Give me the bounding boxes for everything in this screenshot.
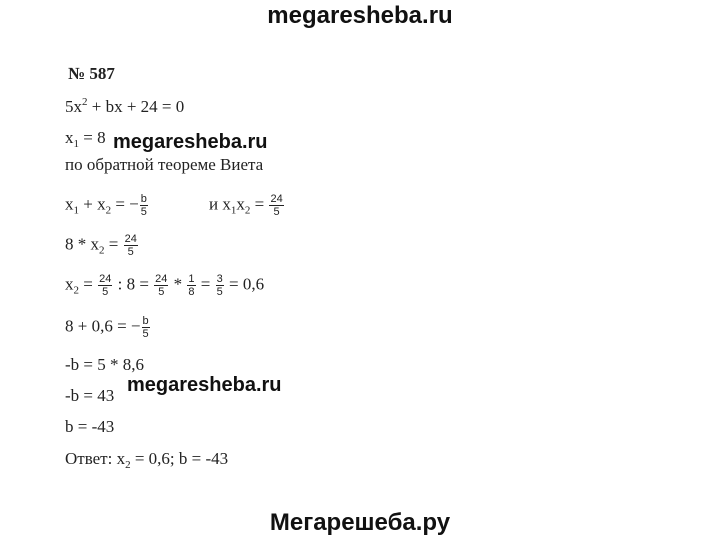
step1-eq: = xyxy=(104,234,123,254)
vieta-s2: 2 xyxy=(105,204,112,217)
root1-line xyxy=(65,127,106,155)
fraction-b-over-5 xyxy=(140,193,148,218)
step3-pre: 8 + 0,6 = − xyxy=(65,316,141,336)
equation-exponent: 2 xyxy=(82,96,88,108)
vieta-s3: 1 xyxy=(230,204,237,217)
step1-pre: 8 * x xyxy=(65,234,99,254)
answer-sub: 2 xyxy=(125,459,131,471)
frac-numerator: 24 xyxy=(99,273,112,285)
equation-line xyxy=(65,91,184,118)
vieta-plus: + x xyxy=(79,194,106,214)
step6-line: b = -43 xyxy=(65,417,115,436)
step5-line: -b = 43 xyxy=(65,386,115,405)
step2-x: x xyxy=(65,274,74,294)
frac-denominator: 5 xyxy=(158,286,165,298)
step2-mul: * xyxy=(169,274,187,294)
vieta-s4: 2 xyxy=(244,204,251,217)
fraction-24-over-5 xyxy=(124,233,138,258)
problem-number: № 587 xyxy=(68,64,115,83)
step2-line xyxy=(65,273,264,301)
vieta-and: и x xyxy=(209,194,231,214)
frac-denominator: 5 xyxy=(127,246,134,258)
frac-numerator: b xyxy=(142,315,149,327)
equation-a: 5x xyxy=(65,97,82,116)
step2-eq: = xyxy=(79,274,98,294)
frac-numerator: 24 xyxy=(124,233,137,245)
frac-denominator: 5 xyxy=(142,328,149,340)
frac-denominator: 5 xyxy=(140,206,147,218)
vieta-x2: x xyxy=(236,194,245,214)
fraction-3-over-5 xyxy=(216,273,224,298)
overlay-watermark-2: megaresheba.ru xyxy=(127,374,282,396)
frac-numerator: 3 xyxy=(216,273,223,285)
step1-sub: 2 xyxy=(99,244,105,257)
vieta-s1: 1 xyxy=(73,204,79,217)
fraction-b-over-5 xyxy=(142,315,150,340)
frac-numerator: 24 xyxy=(270,193,283,205)
step4-line: -b = 5 * 8,6 xyxy=(65,355,144,374)
step2-sub: 2 xyxy=(73,284,79,297)
frac-denominator: 5 xyxy=(102,286,109,298)
theorem-line: по обратной теореме Виета xyxy=(65,155,264,174)
vieta-sum xyxy=(65,193,149,221)
vieta-eq2: = xyxy=(250,194,269,214)
step2-result: = 0,6 xyxy=(224,274,265,294)
root1-sub: 1 xyxy=(73,138,79,150)
step2-div: : 8 = xyxy=(113,274,154,294)
frac-numerator: 24 xyxy=(155,273,168,285)
step2-eq2: = xyxy=(196,274,215,294)
equation-rest: + bx + 24 = 0 xyxy=(87,97,185,116)
frac-denominator: 8 xyxy=(188,286,195,298)
answer-pre: Ответ: x xyxy=(65,449,126,468)
root1-var: x xyxy=(65,128,74,147)
vieta-x1: x xyxy=(65,194,74,214)
fraction-24-over-5 xyxy=(269,193,283,218)
footer-watermark: Мегарешеба.ру xyxy=(269,509,451,536)
answer-line xyxy=(65,448,228,476)
fraction-24-over-5 xyxy=(154,273,168,298)
vieta-product xyxy=(209,193,285,221)
fraction-24-over-5 xyxy=(98,273,112,298)
frac-numerator: 1 xyxy=(188,273,195,285)
frac-numerator: b xyxy=(140,193,147,205)
root1-val: = 8 xyxy=(79,128,106,147)
frac-denominator: 5 xyxy=(216,286,223,298)
overlay-watermark-1: megaresheba.ru xyxy=(113,131,268,153)
step1-line xyxy=(65,233,139,261)
fraction-1-over-8 xyxy=(187,273,195,298)
header-watermark: megaresheba.ru xyxy=(267,2,453,29)
answer-rest: = 0,6; b = -43 xyxy=(130,449,229,468)
frac-denominator: 5 xyxy=(273,206,280,218)
step3-line xyxy=(65,315,151,340)
vieta-eq: = − xyxy=(111,194,139,214)
